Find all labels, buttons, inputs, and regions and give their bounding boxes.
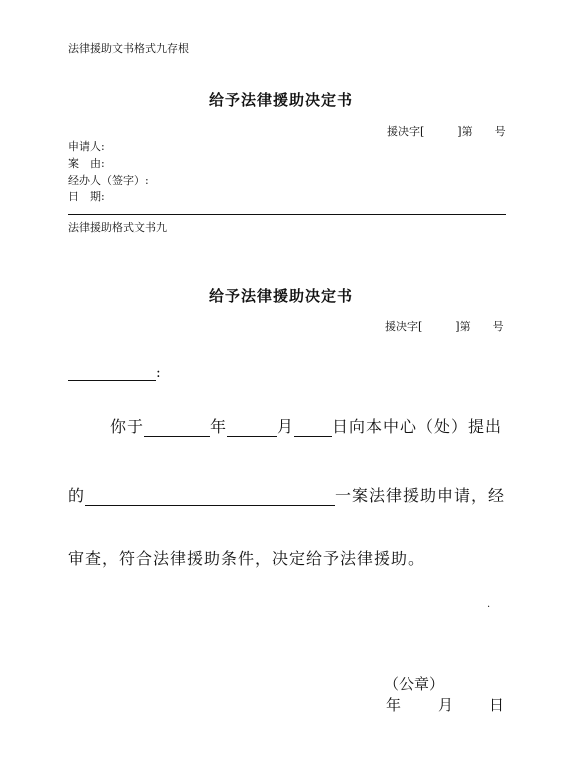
issue-date — [386, 694, 504, 715]
stub-heading: 给予法律援助决定书 — [209, 91, 354, 109]
form-reference-number: 援决字[ ]第 号 — [385, 320, 504, 333]
stub-field-case-cause: 案 由: — [68, 157, 105, 170]
stub-divider-line — [68, 214, 506, 215]
paragraph-line-1 — [110, 414, 502, 437]
year-blank[interactable] — [144, 421, 210, 437]
stub-title: 法律援助文书格式九存根 — [68, 42, 189, 55]
p1-month-text: 月 — [277, 417, 295, 436]
stub-reference-number: 援决字[ ]第 号 — [387, 125, 506, 138]
date-day: 日 — [489, 696, 505, 714]
day-blank[interactable] — [294, 421, 332, 437]
form-heading: 给予法律援助决定书 — [209, 287, 354, 305]
stub-field-handler: 经办人（签字）: — [68, 174, 149, 187]
form-title: 法律援助格式文书九 — [68, 221, 167, 234]
stub-field-applicant: 申请人: — [68, 140, 105, 153]
stub-field-date: 日 期: — [68, 190, 105, 203]
stray-mark: . — [487, 599, 491, 610]
date-year: 年 — [386, 696, 402, 714]
p2-of-text: 的 — [68, 486, 86, 505]
p1-year-text: 年 — [210, 417, 228, 436]
official-seal-label: （公章） — [384, 675, 445, 693]
paragraph-line-3: 审查，符合法律援助条件，决定给予法律援助。 — [68, 549, 426, 568]
paragraph-line-2 — [68, 483, 505, 506]
addressee-blank[interactable] — [68, 365, 156, 381]
case-name-blank[interactable] — [85, 490, 335, 506]
addressee-colon: : — [156, 365, 161, 381]
date-month: 月 — [438, 696, 454, 714]
addressee-line — [68, 365, 161, 381]
p2-rest-text: 一案法律援助申请，经 — [335, 486, 506, 505]
month-blank[interactable] — [227, 421, 277, 437]
p1-rest-text: 日向本中心（处）提出 — [332, 417, 503, 436]
p1-you-text: 你于 — [110, 417, 145, 436]
